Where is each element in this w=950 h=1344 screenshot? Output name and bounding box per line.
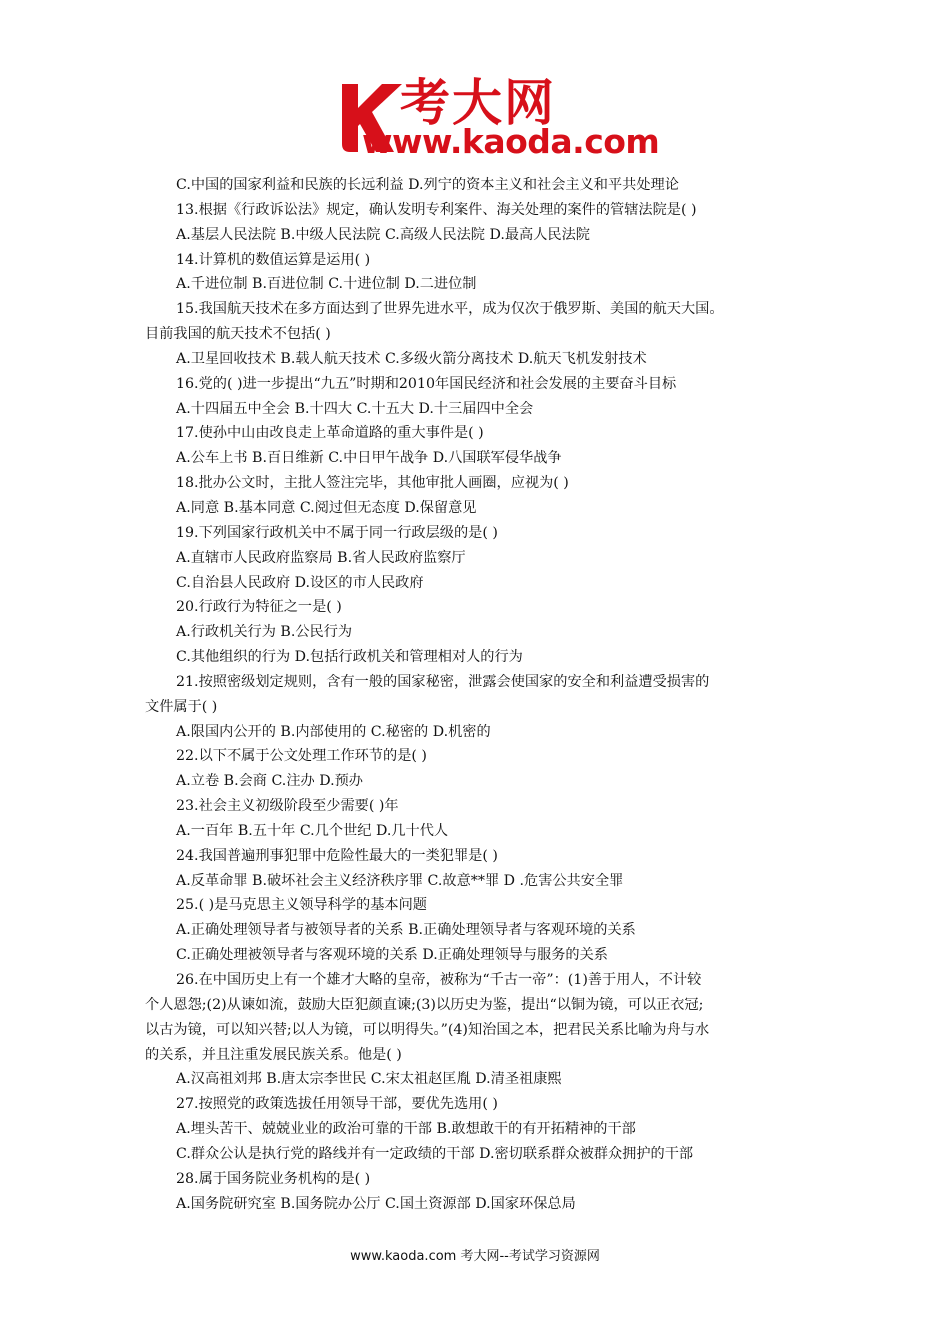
text-line: 21.按照密级划定规则，含有一般的国家秘密，泄露会使国家的安全和利益遭受损害的 (176, 673, 710, 690)
text-line: 个人恩怨;(2)从谏如流，鼓励大臣犯颜直谏;(3)以历史为鉴，提出“以铜为镜，可以正衣冠; (145, 996, 704, 1013)
text-line: 文件属于( ) (145, 698, 218, 715)
text-line: 17.使孙中山由改良走上革命道路的重大事件是( ) (176, 425, 484, 442)
text-line: 以古为镜，可以知兴替;以人为镜，可以明得失。”(4)知治国之本，把君民关系比喻为舟与水 (145, 1021, 710, 1038)
text-line: A.限国内公开的 B.内部使用的 C.秘密的 D.机密的 (176, 723, 491, 740)
logo-name: 考大网 (400, 74, 556, 132)
text-line: C.正确处理被领导者与客观环境的关系 D.正确处理领导与服务的关系 (176, 947, 608, 964)
text-line: A.行政机关行为 B.公民行为 (176, 624, 353, 641)
text-line: 目前我国的航天技术不包括( ) (145, 326, 331, 343)
text-line: 22.以下不属于公文处理工作环节的是( ) (176, 748, 427, 765)
text-line: A.反革命罪 B.破坏社会主义经济秩序罪 C.故意**罪 D .危害公共安全罪 (176, 872, 624, 889)
text-line: 20.行政行为特征之一是( ) (176, 599, 342, 616)
text-line: 27.按照党的政策选拔任用领导干部，要优先选用( ) (176, 1096, 498, 1113)
text-line: C.中国的国家利益和民族的长远利益 D.列宁的资本主义和社会主义和平共处理论 (176, 177, 679, 193)
text-line: 19.下列国家行政机关中不属于同一行政层级的是( ) (176, 524, 498, 541)
text-line: 26.在中国历史上有一个雄才大略的皇帝，被称为“千古一帝”：(1)善于用人，不计较 (176, 972, 702, 988)
question-text (145, 173, 810, 1216)
text-line: 25.( )是马克思主义领导科学的基本问题 (176, 897, 427, 914)
text-line: A.公车上书 B.百日维新 C.中日甲午战争 D.八国联军侵华战争 (176, 450, 562, 467)
text-line: 28.属于国务院业务机构的是( ) (176, 1170, 371, 1187)
text-line: A.国务院研究室 B.国务院办公厅 C.国土资源部 D.国家环保总局 (176, 1195, 576, 1212)
text-line: 14.计算机的数值运算是运用( ) (176, 251, 371, 268)
text-line: C.其他组织的行为 D.包括行政机关和管理相对人的行为 (176, 649, 523, 666)
text-line: A.埋头苦干、兢兢业业的政治可靠的干部 B.敢想敢干的有开拓精神的干部 (176, 1121, 636, 1138)
kaoda-logo (336, 74, 666, 162)
text-line: 24.我国普遍刑事犯罪中危险性最大的一类犯罪是( ) (176, 847, 498, 864)
text-line: A.汉高祖刘邦 B.唐太宗李世民 C.宋太祖赵匡胤 D.清圣祖康熙 (176, 1071, 562, 1088)
text-line: 的关系，并且注重发展民族关系。他是( ) (145, 1046, 402, 1063)
text-line: A.一百年 B.五十年 C.几个世纪 D.几十代人 (176, 822, 449, 839)
text-line: A.千进位制 B.百进位制 C.十进位制 D.二进位制 (176, 276, 477, 293)
text-line: C.群众公认是执行党的路线并有一定政绩的干部 D.密切联系群众被群众拥护的干部 (176, 1145, 694, 1162)
text-line: A.卫星回收技术 B.载人航天技术 C.多级火箭分离技术 D.航天飞机发射技术 (176, 350, 647, 367)
text-line: A.十四届五中全会 B.十四大 C.十五大 D.十三届四中全会 (176, 400, 534, 417)
text-line: A.同意 B.基本同意 C.阅过但无态度 D.保留意见 (176, 499, 477, 516)
logo-url: www.kaoda.com (362, 122, 660, 161)
text-line: 16.党的( )进一步提出“九五”时期和2010年国民经济和社会发展的主要奋斗目标 (176, 375, 677, 392)
text-line: A.立卷 B.会商 C.注办 D.预办 (176, 773, 363, 790)
text-line: A.直辖市人民政府监察局 B.省人民政府监察厅 (176, 549, 466, 566)
text-line: 13.根据《行政诉讼法》规定，确认发明专利案件、海关处理的案件的管辖法院是( ) (176, 201, 697, 218)
text-line: 18.批办公文时，主批人签注完毕，其他审批人画圈，应视为( ) (176, 475, 569, 492)
text-line: A.基层人民法院 B.中级人民法院 C.高级人民法院 D.最高人民法院 (176, 226, 590, 243)
text-line: A.正确处理领导者与被领导者的关系 B.正确处理领导者与客观环境的关系 (176, 922, 636, 939)
text-line: 15.我国航天技术在多方面达到了世界先进水平，成为仅次于俄罗斯、美国的航天大国。 (176, 301, 724, 318)
text-line: 23.社会主义初级阶段至少需要( )年 (176, 798, 399, 815)
text-line: C.自治县人民政府 D.设区的市人民政府 (176, 574, 424, 591)
page-footer: www.kaoda.com 考大网--考试学习资源网 (350, 1249, 600, 1264)
